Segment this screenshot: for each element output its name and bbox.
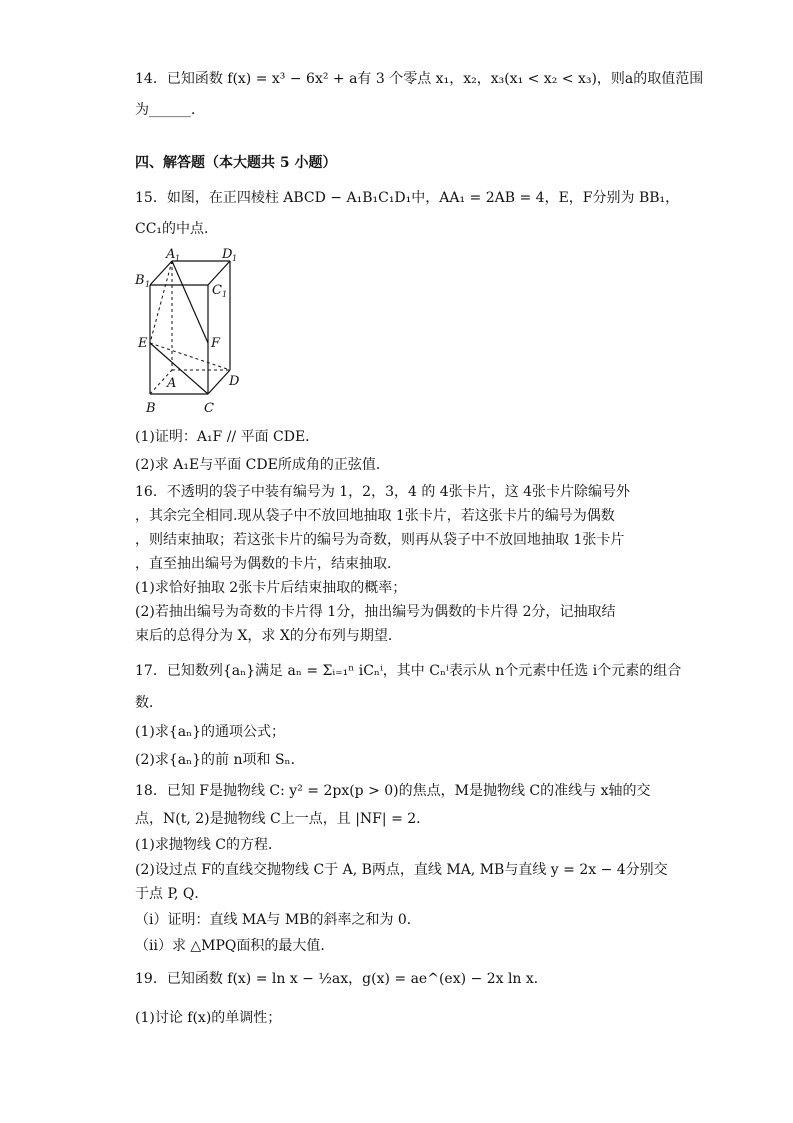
- q18-sub2i: （ⅰ）证明：直线 MA与 MB的斜率之和为 0．: [135, 912, 421, 928]
- q16-line3: ，则结束抽取；若这张卡片的编号为奇数，则再从袋子中不放回地抽取 1张卡片: [135, 532, 625, 548]
- label-a1: A: [166, 248, 176, 262]
- label-a: A: [167, 376, 177, 391]
- q16-sub2b: 束后的总得分为 X，求 X的分布列与期望．: [135, 628, 402, 644]
- q16-line2: ，其余完全相同.现从袋子中不放回地抽取 1张卡片，若这张卡片的编号为偶数: [135, 508, 615, 524]
- label-c1-sub: 1: [222, 290, 228, 299]
- label-d: D: [229, 374, 240, 389]
- label-b1-sub: 1: [145, 280, 151, 289]
- section-title: 四、解答题（本大题共 5 小题）: [135, 155, 337, 171]
- q15-sub1: (1)证明：A₁F // 平面 CDE．: [135, 429, 320, 445]
- q18-sub1: (1)求抛物线 C的方程．: [135, 837, 282, 853]
- label-d1-sub: 1: [232, 254, 238, 263]
- q16-line1: 16．不透明的袋子中装有编号为 1，2，3，4 的 4张卡片，这 4张卡片除编号外: [135, 484, 631, 500]
- label-e: E: [138, 336, 148, 351]
- q16-sub1: (1)求恰好抽取 2张卡片后结束抽取的概率；: [135, 580, 407, 596]
- label-d1: D: [222, 248, 233, 262]
- label-c: C: [204, 401, 214, 416]
- edge-cd: [208, 370, 230, 394]
- q14-line2: 为______．: [135, 102, 205, 118]
- q19-sub1: (1)讨论 f(x)的单调性；: [135, 1010, 282, 1026]
- label-a1-sub: 1: [175, 254, 181, 263]
- q16-sub2: (2)若抽出编号为奇数的卡片得 1分，抽出编号为偶数的卡片得 2分，记抽取结: [135, 604, 616, 620]
- q17-line2: 数．: [135, 695, 163, 711]
- q15-sub2: (2)求 A₁E与平面 CDE所成角的正弦值．: [135, 457, 390, 473]
- edge-d1c1: [208, 261, 230, 285]
- edge-ec: [150, 343, 208, 394]
- label-b1: B: [135, 273, 145, 288]
- q17-line1: 17．已知数列{aₙ}满足 aₙ = Σᵢ₌₁ⁿ iCₙⁱ，其中 Cₙⁱ表示从 n个元素中任选 i个元素的组合: [135, 663, 682, 679]
- prism-figure: [130, 248, 250, 418]
- q18-sub2: (2)设过点 F的直线交抛物线 C于 A, B两点，直线 MA, MB与直线 y = 2x − 4分别交: [135, 862, 668, 878]
- q18-sub2ii: （ⅱ）求 △MPQ面积的最大值．: [135, 938, 335, 954]
- q15-line1: 15．如图，在正四棱柱 ABCD − A₁B₁C₁D₁中，AA₁ = 2AB = 4，E，F分别为 BB₁，: [135, 190, 680, 206]
- q16-line4: ，直至抽出编号为偶数的卡片，结束抽取．: [135, 556, 401, 572]
- q17-sub2: (2)求{aₙ}的前 n项和 Sₙ．: [135, 752, 305, 768]
- label-c1: C: [212, 283, 222, 298]
- q15-line2: CC₁的中点．: [135, 221, 219, 237]
- q19-line1: 19．已知函数 f(x) = ln x − ½ax，g(x) = ae^(ex) − 2x ln x．: [135, 971, 548, 987]
- edge-a1f: [172, 261, 208, 343]
- q17-sub1: (1)求{aₙ}的通项公式；: [135, 724, 286, 740]
- q18-line2: 点，N(t, 2)是抛物线 C上一点，且 |NF| = 2．: [135, 811, 431, 827]
- label-b: B: [146, 401, 156, 416]
- q14-line1: 14．已知函数 f(x) = x³ − 6x² + a有 3 个零点 x₁，x₂，x₃(x₁ < x₂ < x₃)，则a的取值范围: [135, 71, 704, 87]
- label-f: F: [211, 336, 221, 351]
- q18-line1: 18．已知 F是抛物线 C: y² = 2px(p > 0)的焦点，M是抛物线 C的准线与 x轴的交: [135, 783, 651, 799]
- q18-sub2b: 于点 P, Q．: [135, 886, 209, 902]
